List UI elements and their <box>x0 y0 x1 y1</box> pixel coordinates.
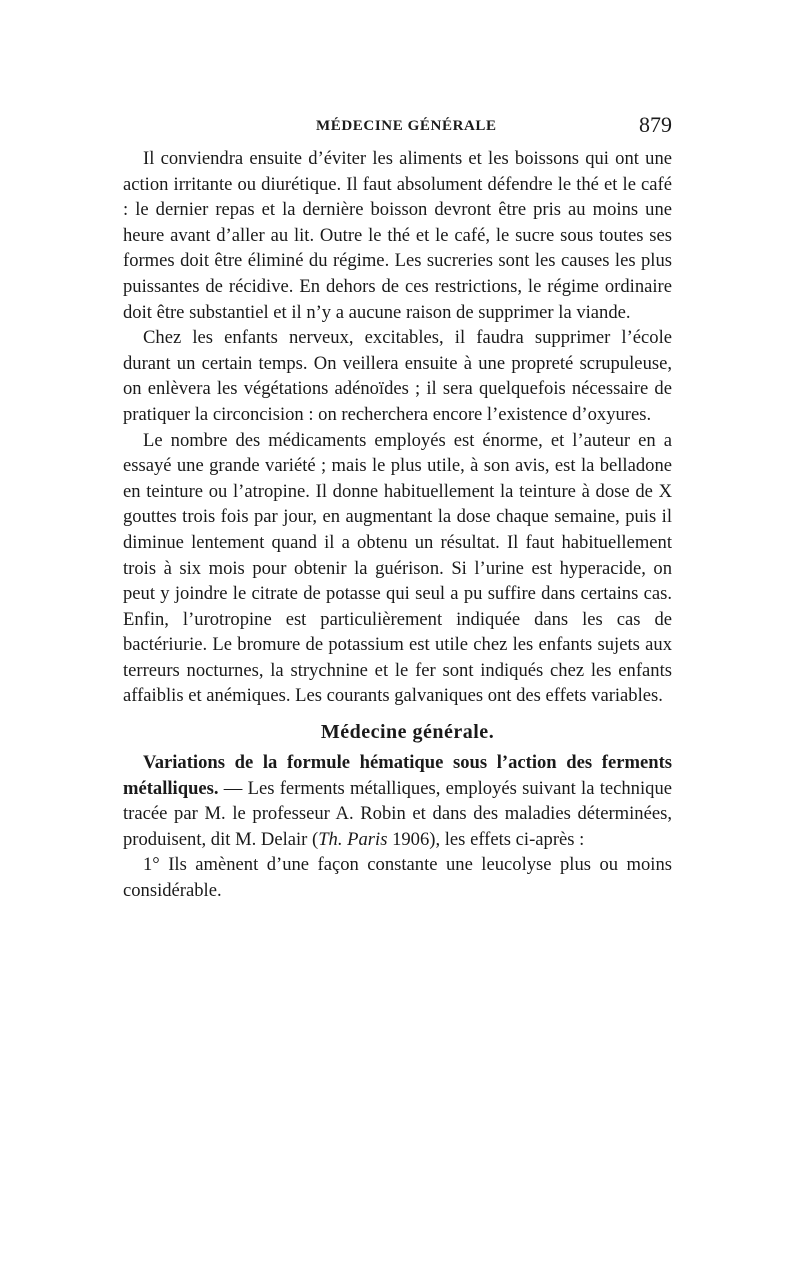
paragraph-medication: Le nombre des médicaments employés est énorme, et l’auteur en a essayé une grande variété ; mais le plus utile, à son avis, est la belladone en teinture ou l’atropine. Il donne habituellement la teinture à dose de X gouttes trois fois par jour, en augmentant la dose chaque semaine, puis il diminue lentement quand il a obtenu un résultat. Il faut habituellement trois à six mois pour obtenir la guérison. Si l’urine est hyperacide, on peut y joindre le citrate de potasse qui seul a pu suffire dans certains cas. Enfin, l’urotropine est particulièrement indiquée dans les cas de bactériurie. Le bromure de potassium est utile chez les enfants sujets aux terreurs nocturnes, la strychnine et le fer sont indiqués chez les enfants affaiblis et anémiques. Les courants galvaniques ont des effets variables. <box>123 429 672 707</box>
running-head <box>123 112 672 146</box>
paragraph-metallic-ferments <box>123 750 672 852</box>
body-text <box>123 146 672 904</box>
book-page <box>123 112 672 904</box>
thesis-reference: Th. Paris <box>318 828 388 850</box>
paragraph-diet: Il conviendra ensuite d’éviter les aliments et les boissons qui ont une action irritante ou diurétique. Il faut absolument défendre le thé et le café : le dernier repas et la dernière boisson devront être pris au moins une heure avant d’aller au lit. Outre le thé et le café, le sucre sous toutes ses formes doit être éliminé du régime. Les sucreries sont les causes les plus puissantes de récidive. En dehors de ces restrictions, le régime ordinaire doit être substantiel et il n’y a aucune raison de supprimer la viande. <box>123 148 672 323</box>
section-title: Médecine générale. <box>320 721 495 744</box>
paragraph-lead: Variations de la formule hématique sous l’action des ferments métalliques. <box>123 752 672 799</box>
paragraph-children: Chez les enfants nerveux, excitables, il faudra supprimer l’école durant un certain temps. On veillera ensuite à une propreté scrupuleuse, on enlèvera les végétations adénoïdes ; il sera quelquefois nécessaire de pratiquer la circoncision : on recherchera encore l’existence d’oxyures. <box>123 327 672 425</box>
paragraph-text-part-1: — Les ferments métalliques, employés suivant la technique tracée par M. le professeur A. Robin et dans des maladies déterminées, produisent, dit M. Delair ( <box>123 777 672 850</box>
running-title: MÉDECINE GÉNÉRALE <box>316 118 497 134</box>
page-number: 879 <box>639 112 672 137</box>
paragraph-text-part-2: 1906), les effets ci-après : <box>387 828 585 850</box>
list-item-1: 1° Ils amènent d’une façon constante une leucolyse plus ou moins considérable. <box>123 854 672 902</box>
